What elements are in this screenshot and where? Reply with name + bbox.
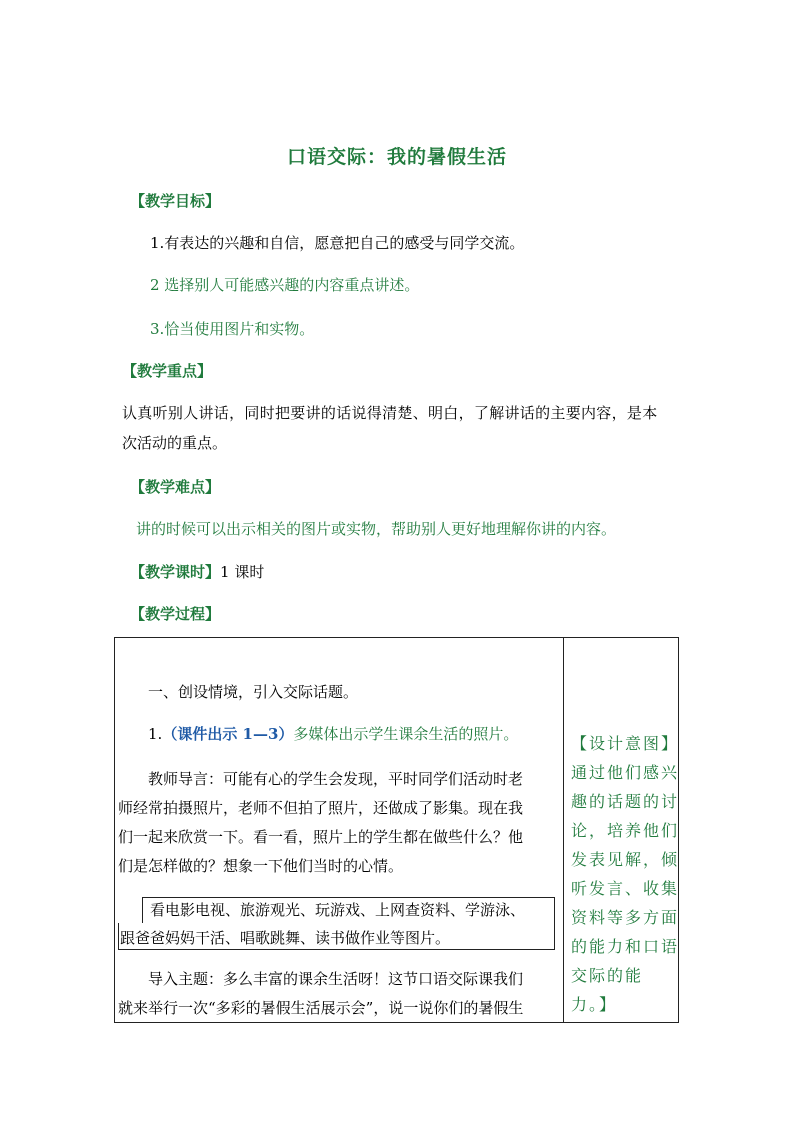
objective-item-2: 2 选择别人可能感兴趣的内容重点讲述。 — [150, 276, 420, 294]
step-1-number: 1. — [148, 725, 163, 743]
difficulties-heading: 【教学难点】 — [130, 478, 221, 496]
objective-item-1: 1.有表达的兴趣和自信，愿意把自己的感受与同学交流。 — [150, 234, 525, 252]
difficulties-text: 讲的时候可以出示相关的图片或实物，帮助别人更好地理解你讲的内容。 — [136, 520, 617, 538]
objectives-heading: 【教学目标】 — [130, 192, 221, 210]
intro-line-1: 导入主题：多么丰富的课余生活呀！这节口语交际课我们 — [148, 970, 524, 988]
hours-heading: 【教学课时】 — [130, 563, 221, 581]
design-intent: 【设计意图】通过他们感兴趣的话题的讨论，培养他们发表见解，倾听发言、收集资料等多方面的能力和口语交际的能力。】 — [571, 734, 680, 1014]
activities-line-1: 看电影电视、旅游观光、玩游戏、上网查资料、学游泳、 — [150, 901, 526, 919]
step-1-courseware: （课件出示 1—3） — [162, 725, 294, 743]
key-points-line-1: 认真听别人讲话，同时把要讲的话说得清楚、明白，了解讲话的主要内容，是本 — [122, 404, 658, 422]
activities-box-notch — [118, 897, 143, 923]
intro-line-2: 就来举行一次“多彩的暑假生活展示会”，说一说你们的暑假生 — [118, 999, 524, 1017]
step-1 — [148, 720, 518, 749]
hours-text: 1 课时 — [220, 563, 265, 581]
section-1-title: 一、创设情境，引入交际话题。 — [148, 683, 359, 701]
guide-line-2: 师经常拍摄照片，老师不但拍了照片，还做成了影集。现在我 — [118, 799, 524, 817]
guide-line-1: 教师导言：可能有心的学生会发现，平时同学们活动时老 — [148, 770, 524, 788]
key-points-heading: 【教学重点】 — [122, 362, 213, 380]
table-column-divider — [563, 637, 564, 1023]
process-heading: 【教学过程】 — [130, 605, 221, 623]
guide-line-4: 们是怎样做的？想象一下他们当时的心情。 — [118, 857, 404, 875]
key-points-line-2: 次活动的重点。 — [122, 434, 228, 452]
step-1-text: 多媒体出示学生课余生活的照片。 — [293, 725, 519, 743]
guide-line-3: 们一起来欣赏一下。看一看，照片上的学生都在做些什么？他 — [118, 828, 524, 846]
objective-item-3: 3.恰当使用图片和实物。 — [150, 320, 315, 338]
page-title: 口语交际：我的暑假生活 — [286, 146, 507, 168]
activities-line-2: 跟爸爸妈妈干活、唱歌跳舞、读书做作业等图片。 — [120, 929, 451, 947]
